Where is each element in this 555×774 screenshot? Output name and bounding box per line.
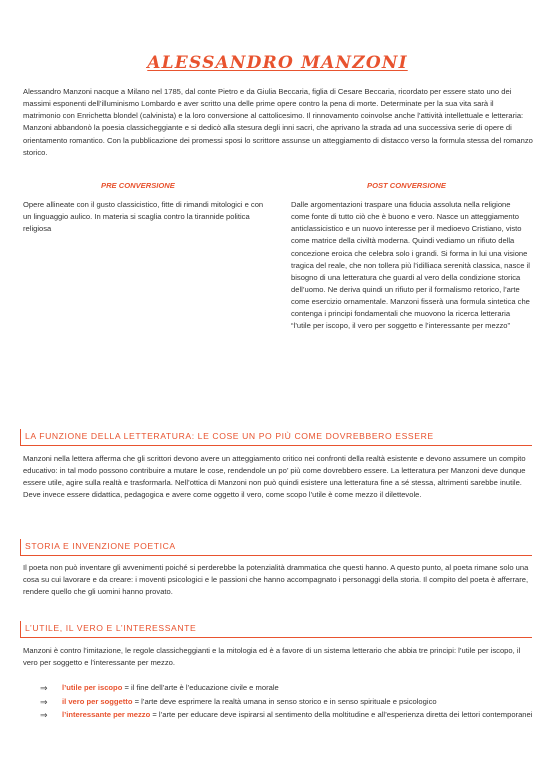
pre-conversione-text: Opere allineate con il gusto classicistico, fitte di rimandi mitologici e con un linguaggio aulico. In materia si scaglia contro la tirannide politica religiosa bbox=[23, 200, 264, 234]
principle-desc: = l’arte per educare deve ispirarsi al sentimento della moltitudine e all’esperienza diretta dei lettori contemporanei bbox=[150, 710, 533, 719]
section-text-funzione: Manzoni nella lettera afferma che gli scrittori devono avere un atteggiamento critico nei confronti della realtà esistente e devono assumere un compito educativo: in tal modo possono contribuire a mutare le cose, rendendole un po’ più come dovrebbero essere. La letteratura per Manzoni deve dunque essere utile, agire sulla realtà e trasformarla. Nell’ottica di Manzoni non può quindi esistere una letteratura fine a sé stessa, altrimenti sarebbe inutile. Deve invece essere didattica, pedagogica e avere come oggetto il vero, come scopo l’utile è come mezzo il dilettevole. bbox=[23, 454, 526, 500]
post-conversione-heading: POST CONVERSIONE bbox=[367, 181, 446, 190]
principle-desc: = l’arte deve esprimere la realtà umana in senso storico e in senso spirituale e psicologico bbox=[132, 696, 437, 706]
principle-key: l’interessante per mezzo bbox=[62, 710, 151, 719]
page-title: ALESSANDRO MANZONI bbox=[147, 53, 408, 73]
pre-conversione-heading: PRE CONVERSIONE bbox=[101, 181, 175, 190]
list-item bbox=[40, 682, 535, 696]
principles-list bbox=[40, 682, 535, 723]
intro-paragraph: Alessandro Manzoni nacque a Milano nel 1785, dal conte Pietro e da Giulia Beccaria, figlia di Cesare Beccaria, ricordato per essere stato uno dei massimi esponenti dell’illuminismo Lombardo e aver scritto una delle prime opere contro la pena di morte. Determinate per la sua vita sarà il matrimonio con Enrichetta blondel (calvinista) e la loro conversione al cattolicesimo. Il rinnovamento coinvolse anche l’attività intellettuale e letteraria: Manzoni abbandonò la poesia classicheggiante e si dedicò alla stesura degli inni sacri, che aprivano la strada ad una successiva serie di opere di orientamento romantico. Con la pubblicazione dei promessi sposi lo scrittore assunse un atteggiamento di distacco verso la formula stessa del romanzo storico. bbox=[23, 87, 533, 157]
principle-desc: = il fine dell’arte è l’educazione civile e morale bbox=[122, 683, 279, 692]
section-heading-storia: STORIA E INVENZIONE POETICA bbox=[20, 539, 532, 556]
section-text-storia: Il poeta non può inventare gli avvenimenti poiché si perderebbe la potenzialità drammatica che questi hanno. A questo punto, al poeta rimane solo una cosa su cui lavorare e da creare: i moventi psicologici e le passioni che hanno accompagnato i personaggi della storia. Il compito del poeta è afferrare, rendere quello che gli uomini hanno provato. bbox=[23, 563, 529, 597]
section-heading-utile: L’UTILE, IL VERO E L’INTERESSANTE bbox=[20, 621, 532, 638]
arrow-right-icon: ⇒ bbox=[40, 683, 48, 693]
principle-key: il vero per soggetto bbox=[62, 696, 133, 706]
principle-key: l’utile per iscopo bbox=[62, 683, 123, 692]
list-item bbox=[40, 709, 535, 723]
arrow-right-icon: ⇒ bbox=[40, 696, 48, 707]
arrow-right-icon: ⇒ bbox=[40, 710, 48, 720]
post-conversione-text: Dalle argomentazioni traspare una fiducia assoluta nella religione come fonte di tutto ciò che è buono e vero. Nasce un atteggiamento anticlassicistico e un nuovo interesse per il medioevo Cristiano, visto come matrice della civiltà moderna. Quindi vediamo un rifiuto della concezione eroica che celebra solo i grandi. Si forma in lui una visione tragica del reale, che non tollera più l’idilliaca serenità classica, nasce il bisogno di una letteratura che guardi al vero della condizione storica dell’uomo. Ne deriva quindi un rifiuto per il formalismo retorico, l’arte come esercizio ornamentale. Manzoni fisserà una formula sintetica che contenga i principi fondamentali che muovono la ricerca letteraria “l’utile per iscopo, il vero per soggetto e l’interessante per mezzo” bbox=[291, 200, 530, 331]
section-heading-funzione: LA FUNZIONE DELLA LETTERATURA: LE COSE UN PO PIÙ COME DOVREBBERO ESSERE bbox=[20, 429, 532, 446]
section-text-utile: Manzoni è contro l’imitazione, le regole classicheggianti e la mitologia ed è a favore di un sistema letterario che abbia tre principi: l’utile per iscopo, il vero per soggetto e l’interessante per mezzo. bbox=[23, 646, 521, 668]
list-item bbox=[40, 696, 535, 710]
